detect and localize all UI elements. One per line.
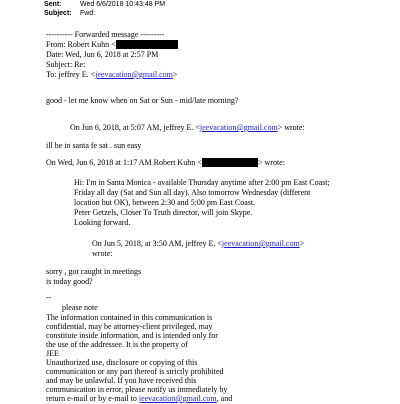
redaction-bar: [202, 158, 258, 167]
quote-header-3-wrote: wrote:: [92, 249, 113, 258]
quote-header-1: [70, 123, 305, 133]
body-line-1: good - let me know when on Sat or Sun - mid/late morning?: [46, 96, 239, 105]
forward-to: [46, 70, 177, 80]
forward-to-prefix: To: jeffrey E. <: [46, 70, 96, 79]
quote-paragraph-line: Hi: I'm in Santa Monica - available Thursday anytime after 2:00 pm East Coast;: [74, 178, 330, 187]
body-line-2: ill be in santa fe sat . sun easy: [46, 141, 142, 150]
quote-header-2: On Wed, Jun 6, 2018 at 1:17 AM Robert Kuhn <: [46, 158, 202, 167]
quote-header-1-prefix: On Jun 6, 2018, at 5:07 AM, jeffrey E. <: [70, 123, 200, 132]
quote-paragraph-line: location but OK), between 2:30 and 5:00 pm East Coast.: [74, 198, 256, 207]
quote-paragraph-line: Friday all day (Sat and Sun all day). Also tomorrow Wednesday (different: [74, 188, 311, 197]
disclaimer-line: the use of the addressee. It is the property of: [46, 340, 188, 349]
forward-date: Date: Wed, Jun 6, 2018 at 2:57 PM: [46, 50, 159, 59]
quote-header-1-email-link[interactable]: jeevacation@gmail.com: [199, 123, 278, 132]
body-line-4: is today good?: [46, 277, 93, 286]
disclaimer-line: communication in error, please notify us immediately by: [46, 385, 228, 394]
disclaimer-line: JEE: [46, 349, 59, 358]
disclaimer-email-link[interactable]: jeevacation@gmail.com: [138, 394, 217, 403]
quote-header-3-prefix: On Jun 5, 2018, at 3:50 AM, jeffrey E. <: [92, 239, 222, 248]
quote-header-3: [92, 239, 304, 249]
disclaimer-line: and may be unlawful. If you have received this: [46, 376, 197, 385]
quote-header-3-suffix: >: [299, 239, 305, 248]
redaction-bar: [116, 40, 178, 49]
disclaimer-line: The information contained in this communication is: [46, 313, 213, 322]
subject-value: Fwd:: [80, 10, 96, 17]
sent-value: Wed 6/6/2018 10:43:48 PM: [80, 1, 166, 8]
subject-label: Subject:: [44, 10, 72, 17]
forward-to-email-link[interactable]: jeevacation@gmail.com: [95, 70, 173, 79]
disclaimer-line: confidential, may be attorney-client privileged, may: [46, 322, 213, 331]
quote-paragraph-line: Looking forward.: [74, 218, 131, 227]
quote-header-1-suffix: > wrote:: [277, 123, 305, 132]
forward-divider: ---------- Forwarded message ---------: [46, 30, 165, 39]
forward-subject: Subject: Re:: [46, 60, 86, 69]
quote-paragraph-line: Peter Getzels, Closer To Truth director, will join Skype.: [74, 208, 253, 217]
disclaimer-last-suffix: , and: [216, 394, 233, 403]
quote-header-2-suffix: > wrote:: [258, 158, 285, 167]
forward-to-suffix: >: [172, 70, 178, 79]
please-note: please note: [62, 303, 98, 312]
sent-label: Sent:: [44, 1, 62, 8]
disclaimer-last-prefix: return e-mail or by e-mail to: [46, 394, 139, 403]
body-line-3: sorry , got caught in meetings: [46, 267, 142, 276]
forward-from: From: Robert Kuhn <: [46, 40, 116, 49]
signature-dash: --: [46, 293, 52, 302]
disclaimer-line: constitute inside information, and is intended only for: [46, 331, 218, 340]
disclaimer-line: communication or any part thereof is strictly prohibited: [46, 367, 224, 376]
disclaimer-line: Unauthorized use, disclosure or copying of this: [46, 358, 198, 367]
disclaimer-last-line: [46, 394, 232, 404]
quote-header-3-email-link[interactable]: jeevacation@gmail.com: [221, 239, 300, 248]
